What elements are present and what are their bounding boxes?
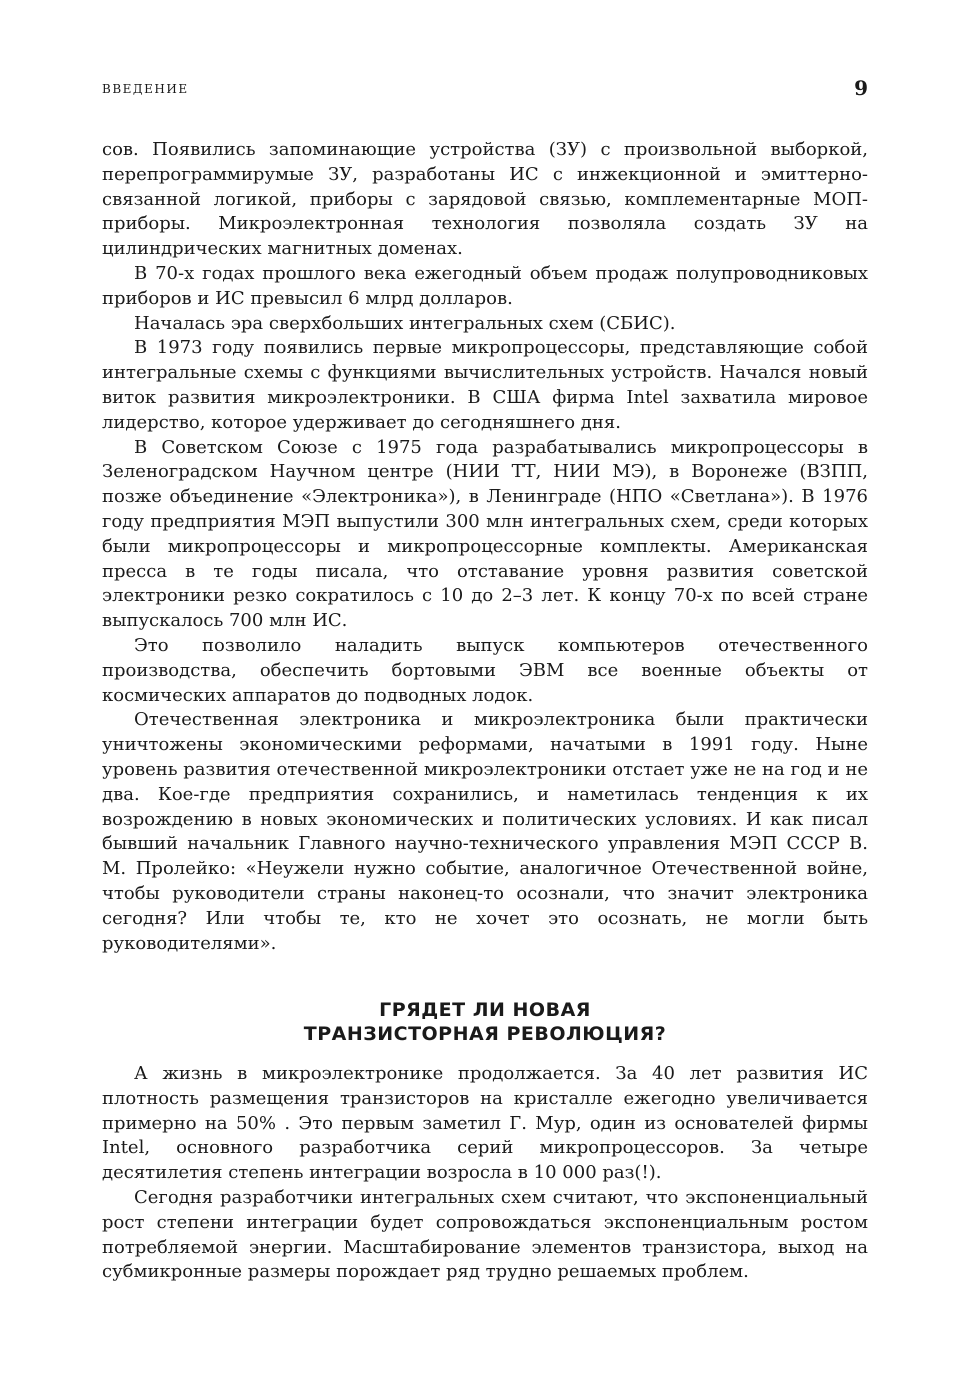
paragraph: Это позволило наладить выпуск компьютеров отечественного производства, обеспечить бортовыми ЭВМ все военные объекты от космических аппаратов до подводных лодок. bbox=[102, 634, 868, 706]
section-heading-line: ТРАНЗИСТОРНАЯ РЕВОЛЮЦИЯ? bbox=[303, 1023, 667, 1045]
book-page bbox=[102, 0, 868, 1388]
running-header bbox=[102, 76, 868, 104]
section-label: ВВЕДЕНИЕ bbox=[102, 82, 189, 96]
section-text bbox=[102, 1062, 868, 1285]
paragraph: В 1973 году появились первые микропроцессоры, представляющие собой интегральные схемы с функциями вычислительных устройств. Начался новый виток развития микроэлектроники. В США фирма Intel захватила мировое лидерство, которое удерживает до сегодняшнего дня. bbox=[102, 337, 868, 433]
paragraph: Отечественная электроника и микроэлектроника были практически уничтожены экономическими реформами, начатыми в 1991 году. Ныне уровень развития отечественной микроэлектроники отстает уже не на год и не два. Кое-где предприятия сохранились, и наметилась тенденция к их возрождению в новых экономических и политических условиях. И как писал бывший начальник Главного научно-технического управления МЭП СССР В. М. Пролейко: «Неужели нужно событие, аналогичное Отечественной войне, чтобы руководители страны наконец-то осознали, что значит электроника сегодня? Или чтобы те, кто не хочет это осознать, не могли быть руководителями». bbox=[102, 709, 868, 954]
paragraph: Началась эра сверхбольших интегральных схем (СБИС). bbox=[134, 312, 676, 334]
section-heading bbox=[102, 998, 868, 1046]
page-number: 9 bbox=[854, 76, 868, 100]
section-heading-line: ГРЯДЕТ ЛИ НОВАЯ bbox=[379, 999, 591, 1021]
paragraph: В Советском Союзе с 1975 года разрабатывались микропроцессоры в Зеленоградском Научном центре (НИИ ТТ, НИИ МЭ), в Воронеже (ВЗПП, позже объединение «Электроника»), в Ленинграде (НПО «Светлана»). В 1976 году предприятия МЭП выпустили 300 млн интегральных схем, среди которых были микропроцессоры и микропроцессорные комплекты. Американская пресса в те годы писала, что отставание уровня развития советской электроники резко сократилось с 10 до 2–3 лет. К концу 70-х по всей стране выпускалось 700 млн ИС. bbox=[102, 436, 868, 632]
paragraph: сов. Появились запоминающие устройства (ЗУ) с произвольной выборкой, перепрограммирумые ЗУ, разработаны ИС с инжекционной и эмиттерно-связанной логикой, приборы с зарядовой связью, комплементарные МОП-приборы. Микроэлектронная технология позволяла создать ЗУ на цилиндрических магнитных доменах. bbox=[102, 139, 868, 260]
paragraph: А жизнь в микроэлектронике продолжается. За 40 лет развития ИС плотность размещения транзисторов на кристалле ежегодно увеличивается примерно на 50% . Это первым заметил Г. Мур, один из основателей фирмы Intel, основного разработчика серий микропроцессоров. За четыре десятилетия степень интеграции возросла в 10 000 раз(!). bbox=[102, 1063, 868, 1184]
paragraph: Сегодня разработчики интегральных схем считают, что экспоненциальный рост степени интеграции будет сопровождаться экспоненциальным ростом потребляемой энергии. Масштабирование элементов транзистора, выход на субмикронные размеры порождает ряд трудно решаемых проблем. bbox=[102, 1186, 868, 1283]
intro-text bbox=[102, 138, 868, 956]
paragraph: В 70-х годах прошлого века ежегодный объем продаж полупроводниковых приборов и ИС превысил 6 млрд долларов. bbox=[102, 262, 868, 309]
